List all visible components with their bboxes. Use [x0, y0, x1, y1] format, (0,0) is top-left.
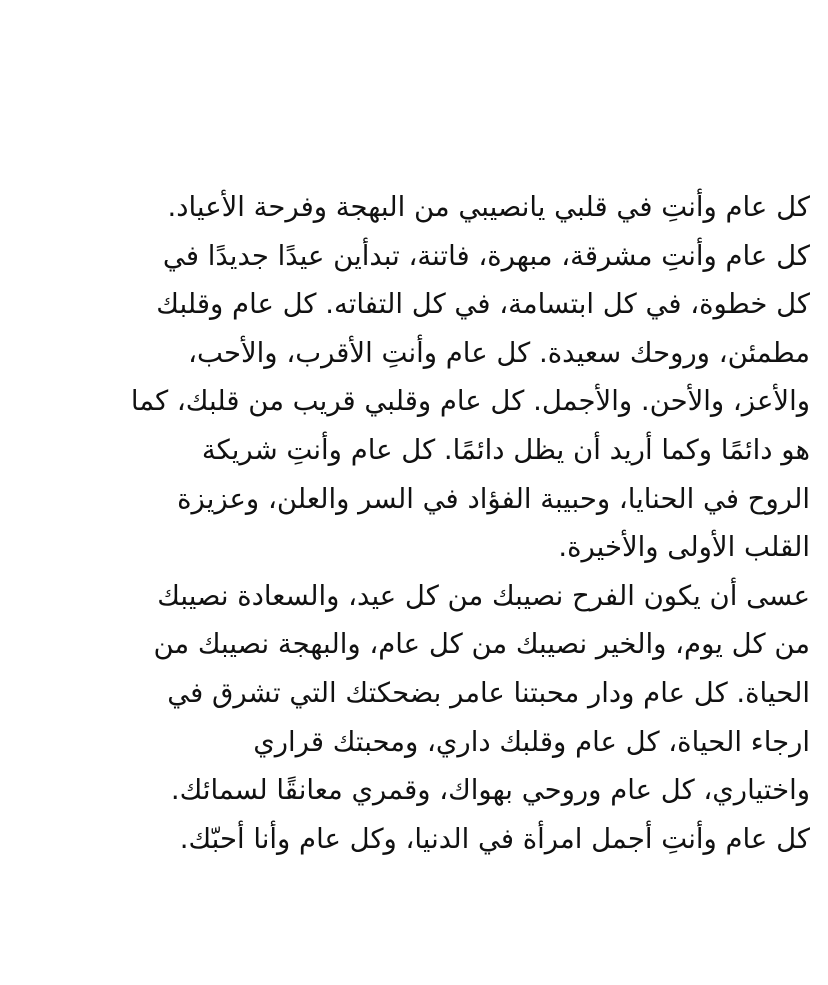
text-line: عسى أن يكون الفرح نصيبك من كل عيد، والسعادة نصيبك	[157, 579, 810, 612]
text-line: هو دائمًا وكما أريد أن يظل دائمًا. كل عام وأنتِ شريكة	[201, 433, 810, 466]
text-line: مطمئن، وروحك سعيدة. كل عام وأنتِ الأقرب، والأحب،	[188, 336, 810, 369]
text-line: والأعز، والأحن. والأجمل. كل عام وقلبي قريب من قلبك، كما	[130, 385, 810, 418]
text-line: الحياة. كل عام ودار محبتنا عامر بضحكتك التي تشرق في	[167, 676, 810, 709]
text-line: الروح في الحنايا، وحبيبة الفؤاد في السر والعلن، وعزيزة	[177, 482, 810, 515]
text-line: كل عام وأنتِ مشرقة، مبهرة، فاتنة، تبدأين عيدًا جديدًا في	[162, 239, 810, 272]
text-line: القلب الأولى والأخيرة.	[558, 531, 810, 564]
text-line: ارجاء الحياة، كل عام وقلبك داري، ومحبتك قراري	[253, 725, 810, 758]
text-line: واختياري، كل عام وروحي بهواك، وقمري معانقًا لسمائك.	[170, 774, 810, 807]
text-line: من كل يوم، والخير نصيبك من كل عام، والبهجة نصيبك من	[153, 628, 810, 661]
text-line: كل خطوة، في كل ابتسامة، في كل التفاته. كل عام وقلبك	[156, 288, 810, 321]
text-line: كل عام وأنتِ أجمل امرأة في الدنيا، وكل عام وأنا أحبّك.	[179, 822, 810, 855]
greeting-text-block	[92, 183, 810, 863]
text-line: كل عام وأنتِ في قلبي يانصيبي من البهجة وفرحة الأعياد.	[167, 191, 810, 223]
